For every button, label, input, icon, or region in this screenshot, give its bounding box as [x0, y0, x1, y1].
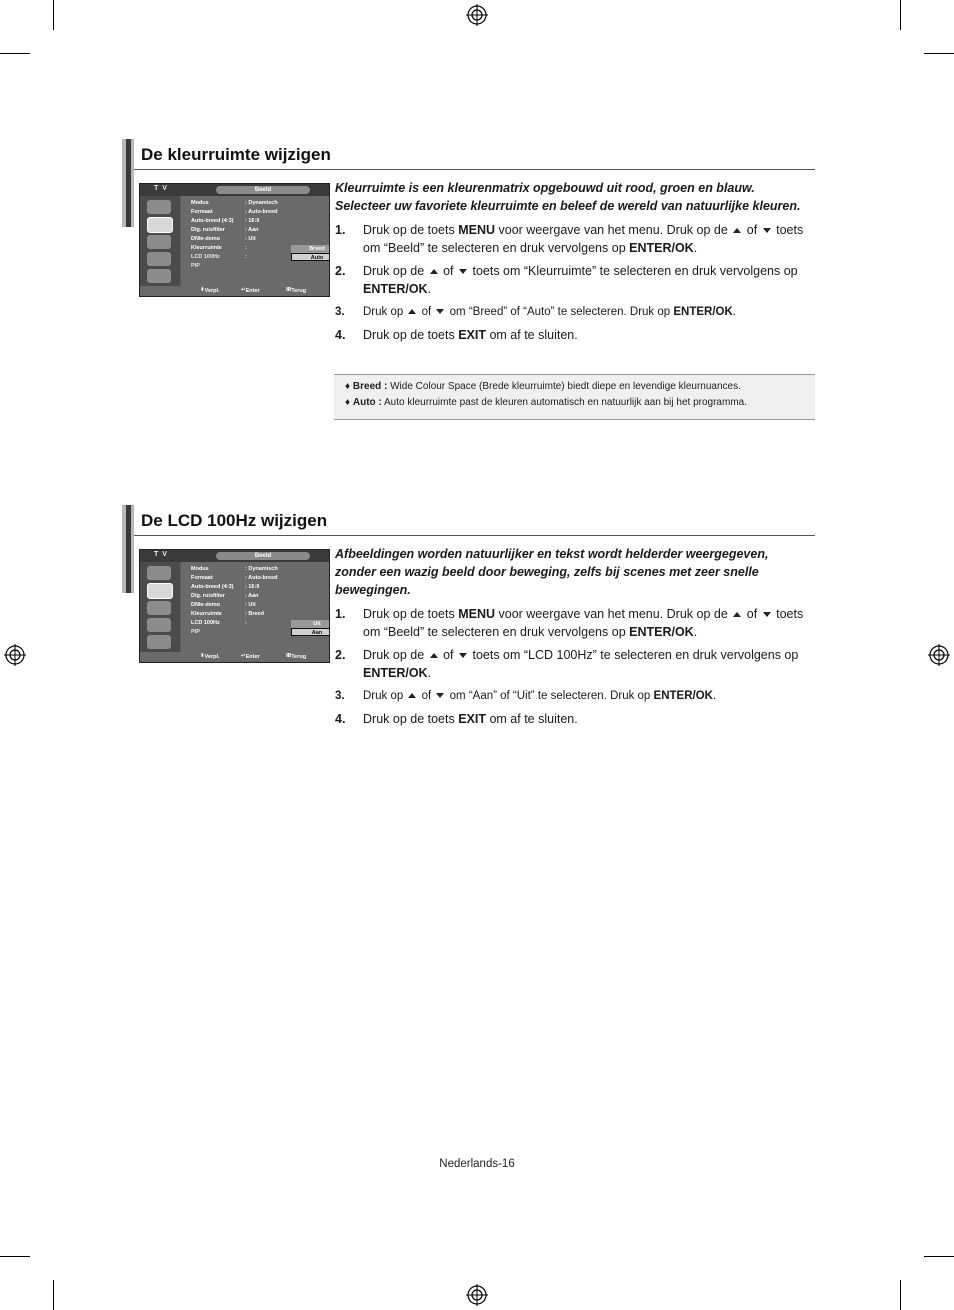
osd-header: Beeld — [216, 552, 310, 560]
osd-popup-option-selected: Auto — [291, 253, 330, 261]
osd-row: Dig. ruisfilter : Aan — [191, 227, 259, 233]
sound-icon — [147, 601, 171, 615]
osd-menu — [181, 196, 329, 286]
osd-row: Modus : Dynamisch — [191, 200, 278, 206]
crop-mark — [0, 1256, 30, 1257]
section-kleurruimte — [122, 139, 815, 429]
sound-icon — [147, 235, 171, 249]
osd-row: DNIe-demo : Uit — [191, 236, 256, 242]
section-content — [335, 179, 805, 349]
lead-text: Kleurruimte is een kleurenmatrix opgebouwd uit rood, groen en blauw. Selecteer uw favoriete kleurruimte en beleef de wereld van natuurlijke kleuren. — [335, 181, 801, 213]
section-bar-inner — [126, 139, 131, 227]
osd-tv-label: T V — [154, 185, 168, 192]
crop-mark — [900, 0, 901, 30]
arrow-down-icon — [763, 228, 771, 233]
section-title: De LCD 100Hz wijzigen — [141, 511, 328, 530]
osd-move-hint: ⬍ Verpl. — [200, 653, 220, 660]
osd-popup-option: Uit — [291, 620, 330, 628]
osd-row: Kleurruimte : Breed — [191, 611, 264, 617]
setup-icon — [147, 269, 171, 283]
osd-row: PIP — [191, 629, 200, 635]
arrow-up-icon — [408, 309, 416, 314]
picture-icon — [147, 583, 173, 599]
input-icon — [147, 566, 171, 580]
arrow-down-icon — [459, 653, 467, 658]
channel-icon — [147, 618, 171, 632]
section-content — [335, 545, 805, 733]
crop-mark — [53, 0, 54, 30]
osd-tv-label: T V — [154, 551, 168, 558]
arrow-up-icon — [430, 269, 438, 274]
arrow-up-icon — [408, 693, 416, 698]
lead-text: Afbeeldingen worden natuurlijker en tekst wordt helderder weergegeven, zonder een wazig beeld door beweging, zelfs bij scenes met zeer snelle bewegingen. — [335, 547, 769, 597]
osd-icon-column — [140, 196, 180, 286]
channel-icon — [147, 252, 171, 266]
osd-row: Formaat : Auto-breed — [191, 209, 278, 215]
step-list — [335, 605, 805, 728]
osd-row: Auto-breed (4:3) : 16:9 — [191, 584, 260, 590]
registration-mark-icon — [466, 1284, 488, 1306]
osd-header: Beeld — [216, 186, 310, 194]
osd-footer — [140, 652, 329, 662]
osd-back-hint: Ⅲ Terug — [286, 287, 307, 294]
bullet-icon: ♦ — [345, 397, 351, 408]
step: 1. Druk op de toets MENU voor weergave van het menu. Druk op de of toets om “Beeld” te selecteren en druk vervolgens op ENTER/OK. — [335, 607, 804, 639]
registration-mark-icon — [466, 4, 488, 26]
section-rule — [134, 169, 815, 170]
crop-mark — [0, 53, 30, 54]
osd-row: DNIe-demo : Uit — [191, 602, 256, 608]
note-box — [334, 374, 815, 420]
osd-top-bar — [140, 184, 329, 196]
osd-row: Modus : Dynamisch — [191, 566, 278, 572]
osd-icon-column — [140, 562, 180, 652]
arrow-up-icon — [430, 653, 438, 658]
arrow-up-icon — [733, 612, 741, 617]
osd-row: Dig. ruisfilter : Aan — [191, 593, 259, 599]
osd-popup-option-selected: Aan — [291, 628, 330, 636]
arrow-down-icon — [763, 612, 771, 617]
osd-enter-hint: ↵ Enter — [241, 287, 260, 294]
note-item: ♦ Breed : Wide Colour Space (Brede kleurruimte) biedt diepe en levendige kleurnuances. — [345, 381, 741, 392]
osd-row-selected: LCD 100Hz : — [191, 620, 247, 626]
step: 3. Druk op of om “Aan” of “Uit” te selecteren. Druk op ENTER/OK. — [335, 690, 717, 702]
registration-mark-icon — [4, 644, 26, 666]
crop-mark — [924, 1256, 954, 1257]
section-bar-inner — [126, 505, 131, 593]
page-footer: Nederlands-16 — [439, 1158, 515, 1170]
arrow-down-icon — [436, 309, 444, 314]
step: 4. Druk op de toets EXIT om af te sluiten. — [335, 712, 578, 726]
crop-mark — [53, 1280, 54, 1310]
osd-row: LCD 100Hz : — [191, 254, 247, 260]
osd-top-bar — [140, 550, 329, 562]
bullet-icon: ♦ — [345, 381, 351, 392]
setup-icon — [147, 635, 171, 649]
step: 2. Druk op de of toets om “Kleurruimte” te selecteren en druk vervolgens op ENTER/OK. — [335, 264, 798, 296]
section-title: De kleurruimte wijzigen — [141, 145, 331, 164]
osd-popup — [291, 245, 330, 262]
arrow-down-icon — [436, 693, 444, 698]
section-rule — [134, 535, 815, 536]
osd-move-hint: ⬍ Verpl. — [200, 287, 220, 294]
osd-screenshot — [139, 183, 330, 297]
osd-popup-option: Breed — [291, 245, 330, 253]
crop-mark — [900, 1280, 901, 1310]
step: 1. Druk op de toets MENU voor weergave van het menu. Druk op de of toets om “Beeld” te selecteren en druk vervolgens op ENTER/OK. — [335, 223, 804, 255]
registration-mark-icon — [928, 644, 950, 666]
section-lcd-100hz — [122, 505, 815, 725]
crop-mark — [924, 53, 954, 54]
osd-back-hint: Ⅲ Terug — [286, 653, 307, 660]
osd-enter-hint: ↵ Enter — [241, 653, 260, 660]
step: 2. Druk op de of toets om “LCD 100Hz” te selecteren en druk vervolgens op ENTER/OK. — [335, 648, 799, 680]
osd-row: Auto-breed (4:3) : 16:9 — [191, 218, 260, 224]
osd-footer — [140, 286, 329, 296]
osd-popup — [291, 620, 330, 637]
step: 4. Druk op de toets EXIT om af te sluiten. — [335, 328, 578, 342]
osd-row: Formaat : Auto-breed — [191, 575, 278, 581]
input-icon — [147, 200, 171, 214]
osd-screenshot — [139, 549, 330, 663]
osd-row: PIP — [191, 263, 200, 269]
osd-row-selected: Kleurruimte : — [191, 245, 247, 251]
arrow-down-icon — [459, 269, 467, 274]
step-list — [335, 221, 805, 344]
step: 3. Druk op of om “Breed” of “Auto” te selecteren. Druk op ENTER/OK. — [335, 306, 736, 318]
arrow-up-icon — [733, 228, 741, 233]
note-item: ♦ Auto : Auto kleurruimte past de kleuren automatisch en natuurlijk aan bij het programma. — [345, 397, 747, 408]
osd-menu — [181, 562, 329, 652]
picture-icon — [147, 217, 173, 233]
